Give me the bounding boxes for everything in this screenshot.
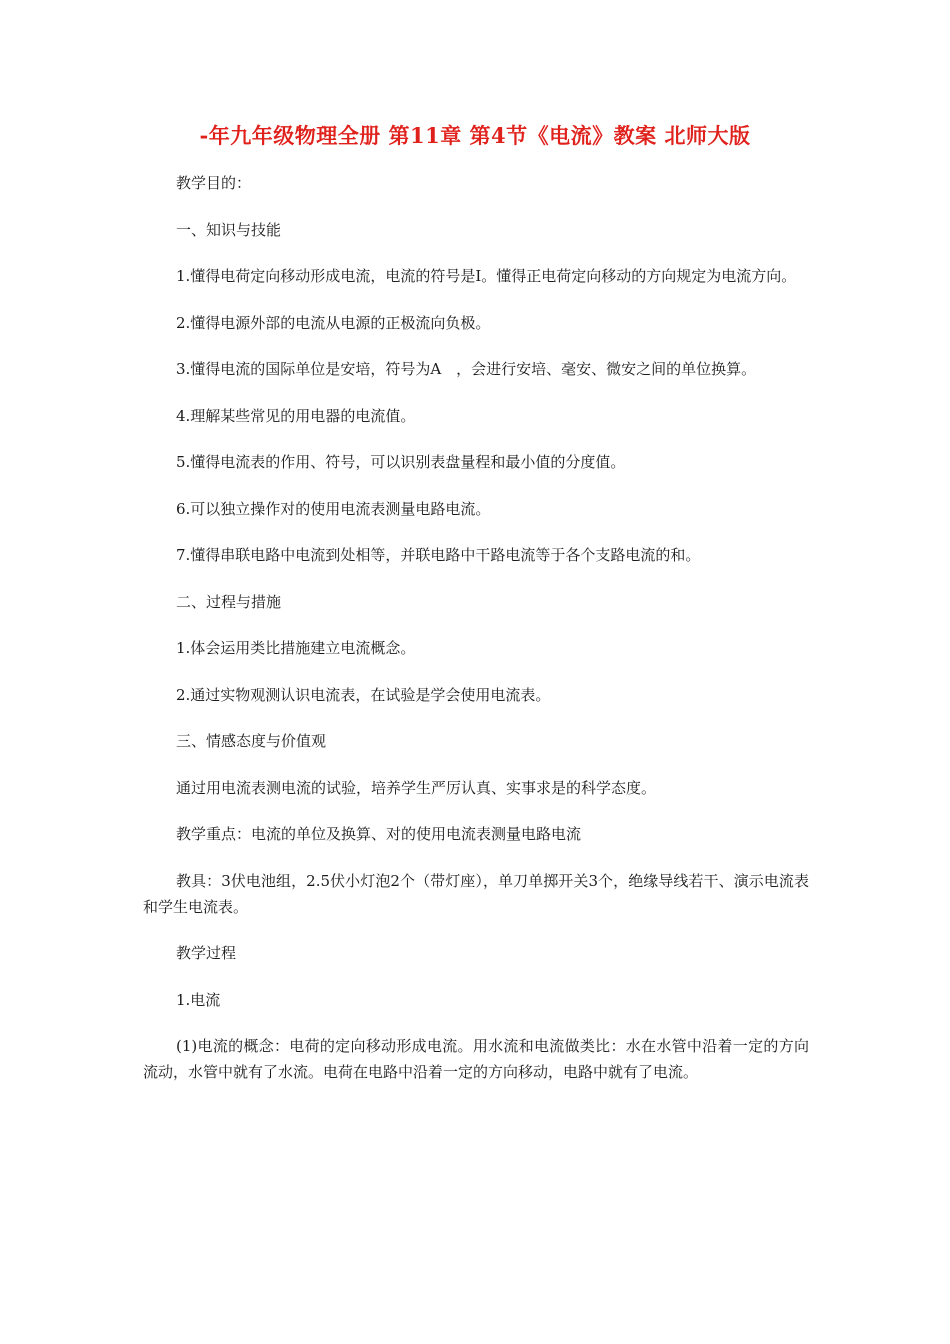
paragraph-current-concept: (1)电流的概念：电荷的定向移动形成电流。用水流和电流做类比：水在水管中沿着一定的方向流动，水管中就有了水流。电荷在电路中沿着一定的方向移动，电路中就有了电流。 (143, 1037, 809, 1081)
paragraph-method-2: 2.通过实物观测认识电流表，在试验是学会使用电流表。 (176, 685, 551, 704)
paragraph-attitude: 通过用电流表测电流的试验，培养学生严厉认真、实事求是的科学态度。 (176, 778, 657, 797)
heading-process-methods: 二、过程与措施 (176, 592, 282, 611)
heading-teaching-process: 教学过程 (176, 944, 237, 962)
paragraph-key-points: 教学重点：电流的单位及换算、对的使用电流表测量电路电流 (176, 825, 582, 843)
paragraph-goal-2: 2.懂得电源外部的电流从电源的正极流向负极。 (176, 313, 491, 332)
paragraph-goal-3: 3.懂得电流的国际单位是安培，符号为A ，会进行安培、毫安、微安之间的单位换算。 (176, 360, 757, 378)
heading-current: 1.电流 (176, 990, 221, 1009)
paragraph-teaching-aids: 教具：3伏电池组，2.5伏小灯泡2个（带灯座），单刀单掷开关3个，绝缘导线若干、演示电流表和学生电流表。 (143, 871, 809, 916)
document-title: -年九年级物理全册 第11章 第4节《电流》教案 北师大版 (199, 123, 751, 148)
document-body (143, 170, 809, 1106)
paragraph-teaching-goals: 教学目的： (176, 174, 252, 192)
heading-knowledge-skills: 一、知识与技能 (176, 220, 282, 239)
paragraph-goal-5: 5.懂得电流表的作用、符号，可以识别表盘量程和最小值的分度值。 (176, 453, 626, 471)
paragraph-goal-4: 4.理解某些常见的用电器的电流值。 (176, 406, 416, 425)
paragraph-goal-6: 6.可以独立操作对的使用电流表测量电路电流。 (176, 499, 491, 518)
heading-attitudes-values: 三、情感态度与价值观 (176, 732, 327, 750)
paragraph-goal-1: 1.懂得电荷定向移动形成电流，电流的符号是I。懂得正电荷定向移动的方向规定为电流方向。 (176, 267, 797, 285)
paragraph-method-1: 1.体会运用类比措施建立电流概念。 (176, 639, 416, 657)
paragraph-goal-7: 7.懂得串联电路中电流到处相等，并联电路中干路电流等于各个支路电流的和。 (176, 546, 701, 564)
